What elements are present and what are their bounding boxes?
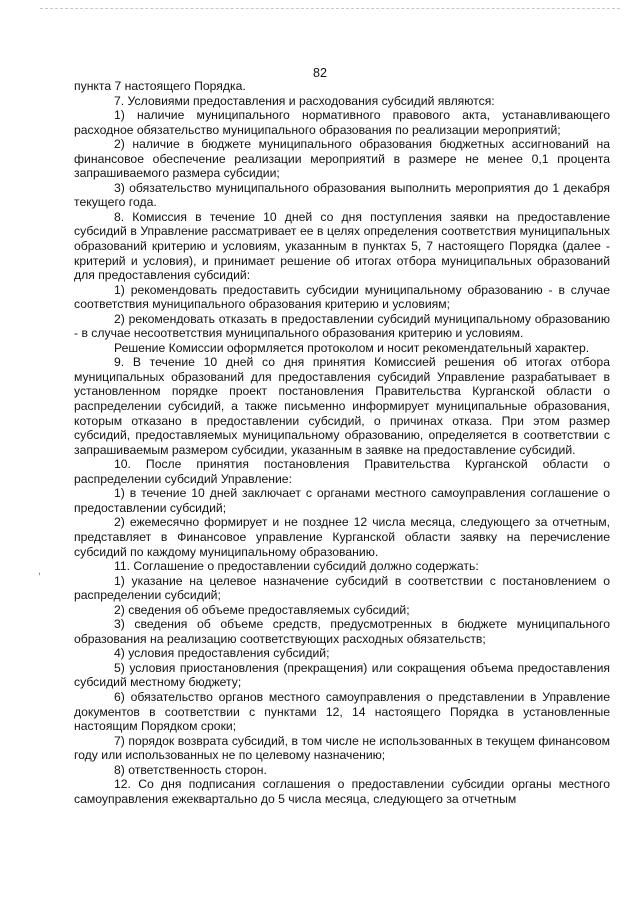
paragraph: 2) наличие в бюджете муниципального образования бюджетных ассигнований на финансовое обеспечение реализации мероприятий в размере не менее 0,1 процента запрашиваемого размера субсидии; — [74, 137, 610, 181]
paragraph: 3) обязательство муниципального образования выполнить мероприятия до 1 декабря текущего года. — [74, 180, 610, 210]
paragraph: 3) сведения об объеме средств, предусмотренных в бюджете муниципального образования на реализацию соответствующих расходных обязательств; — [74, 617, 610, 646]
paragraph: 1) рекомендовать предоставить субсидии муниципальному образованию - в случае соответствия муниципального образования критерию и условиям; — [74, 282, 610, 312]
paragraph: 1) наличие муниципального нормативного правового акта, устанавливающего расходное обязательство муниципального образования по реализации мероприятий; — [74, 108, 610, 137]
paragraph: 7) порядок возврата субсидий, в том числе не использованных в текущем финансовом году или использованных не по целевому назначению; — [74, 733, 610, 763]
margin-mark: , — [38, 566, 41, 577]
paragraph: 5) условия приостановления (прекращения) или сокращения объема предоставления субсидий местному бюджету; — [74, 660, 610, 690]
paragraph: пункта 7 настоящего Порядка. — [74, 79, 246, 93]
paragraph: 9. В течение 10 дней со дня принятия Комиссией решения об итогах отбора муниципальных образований для предоставления субсидий Управление разрабатывает в установленном порядке проект постановления Правительства Курганской области о распределении субсидий, а также письменно информирует муниципальные образования, которым отказано в предоставлении субсидий, о причинах отказа. При этом размер субсидий, предоставляемых муниципальному образованию, определяется в соответствии с запрашиваемым размером субсидии, указанным в заявке на предоставление субсидий. — [74, 355, 610, 457]
paragraph: 4) условия предоставления субсидий; — [114, 646, 330, 661]
paragraph: 8. Комиссия в течение 10 дней со дня поступления заявки на предоставление субсидий в Управление рассматривает ее в целях определения соответствия муниципальных образований критерию и условиям, указанным в пунктах 5, 7 настоящего Порядка (далее - критерий и условия), и принимает решение об итогах отбора муниципальных образований для предоставления субсидий: — [74, 209, 610, 283]
paragraph: 7. Условиями предоставления и расходования субсидий являются: — [114, 93, 495, 108]
paragraph: 11. Соглашение о предоставлении субсидий должно содержать: — [114, 559, 479, 574]
paragraph: 1) в течение 10 дней заключает с органами местного самоуправления соглашение о предоставлении субсидий; — [74, 486, 610, 515]
paragraph: 2) рекомендовать отказать в предоставлении субсидий муниципальному образованию - в случае несоответствия муниципального образования критерию и условиям. — [74, 311, 610, 341]
page-number: 82 — [313, 66, 327, 80]
paragraph: 1) указание на целевое назначение субсидий в соответствии с постановлением о распределении субсидий; — [74, 573, 610, 603]
paragraph: 2) ежемесячно формирует и не позднее 12 числа месяца, следующего за отчетным, представляет в Финансовое управление Курганской области заявку на перечисление субсидий по каждому муниципальному образованию. — [74, 515, 610, 559]
paragraph: 2) сведения об объеме предоставляемых субсидий; — [114, 602, 410, 617]
paragraph: 12. Со дня подписания соглашения о предоставлении субсидии органы местного самоуправления ежеквартально до 5 числа месяца, следующего за отчетным — [74, 777, 610, 806]
paragraph: Решение Комиссии оформляется протоколом и носит рекомендательный характер. — [114, 340, 590, 355]
paragraph: 8) ответственность сторон. — [114, 762, 267, 777]
document-body — [74, 79, 610, 806]
paragraph: 6) обязательство органов местного самоуправления о представлении в Управление документов в соответствии с пунктами 12, 14 настоящего Порядка в установленные настоящим Порядком сроки; — [74, 689, 610, 734]
page-top-border — [40, 8, 620, 9]
paragraph: 10. После принятия постановления Правительства Курганской области о распределении субсидий Управление: — [74, 457, 610, 486]
